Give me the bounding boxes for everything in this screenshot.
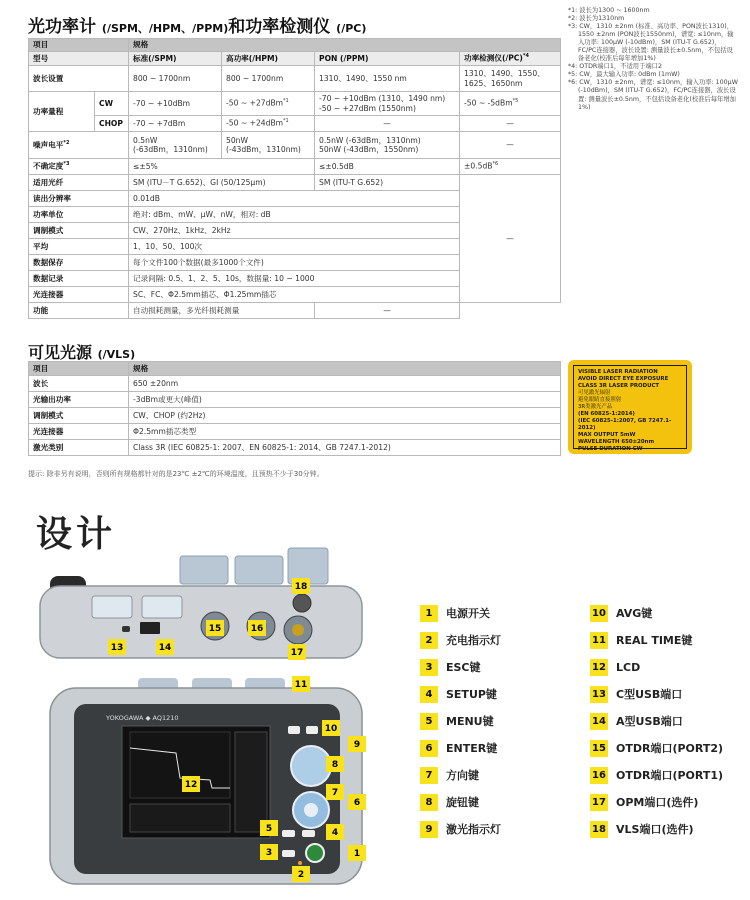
cell-line: 0.5nW (-63dBm，1310nm) — [319, 135, 421, 145]
legend-label: C型USB端口 — [616, 688, 683, 701]
legend-number: 9 — [420, 821, 438, 838]
cell-line: 0.5nW — [133, 135, 158, 145]
table-row — [29, 376, 561, 392]
warning-line-cn: 可见激光辐射 — [578, 390, 611, 397]
cell — [460, 66, 561, 92]
row-label-uncertainty — [29, 159, 129, 175]
legend-item — [420, 604, 490, 622]
cell: CW、270Hz、1kHz、2kHz — [129, 223, 460, 239]
enter-key — [304, 803, 318, 817]
cell: 800 ~ 1700nm — [129, 66, 222, 92]
footnote-ref: *2 — [63, 139, 70, 146]
header-spec: 规格 — [129, 39, 561, 52]
legend-number: 17 — [590, 794, 608, 811]
legend-item — [590, 685, 682, 703]
vls-title-text: 可见光源 — [28, 343, 93, 362]
callout-15 — [206, 620, 224, 636]
legend-label: OPM端口(选件) — [616, 796, 699, 809]
legend-label: ENTER键 — [446, 742, 498, 755]
callout-12 — [182, 776, 200, 792]
cell — [460, 159, 561, 175]
warning-line: (EN 60825-1:2014) — [578, 411, 635, 418]
callout-7 — [326, 784, 344, 800]
cell — [315, 132, 460, 159]
table-row — [29, 116, 561, 132]
table-row — [29, 440, 561, 456]
legend-label: 充电指示灯 — [446, 634, 501, 647]
opm-title-suffix: (/SPM、/HPM、/PPM) — [101, 22, 229, 35]
svg-text:8: 8 — [331, 760, 339, 770]
warning-line: MAX OUTPUT 5mW — [578, 432, 636, 439]
opm-title-suffix2: (/PC) — [336, 22, 367, 35]
cell: — — [315, 116, 460, 132]
cell-line: -50 ~ +27dBm (1550nm) — [319, 103, 416, 113]
row-label-function: 功能 — [29, 303, 129, 319]
legend-item — [590, 631, 692, 649]
device-front-view — [50, 678, 362, 884]
cell — [222, 116, 315, 132]
row-label: 波长 — [29, 376, 129, 392]
cell — [129, 132, 222, 159]
cell: SM (ITU-T G.652) — [315, 175, 460, 191]
row-label-noise — [29, 132, 129, 159]
vls-port — [293, 594, 311, 612]
warning-line: WAVELENGTH 650±20nm — [578, 439, 655, 446]
design-title: 设计 — [36, 514, 117, 555]
legend-number: 4 — [420, 686, 438, 703]
cell-line: (-43dBm，1310nm) — [226, 145, 301, 154]
legend-item — [590, 604, 652, 622]
model-pc-sup: *4 — [522, 53, 529, 60]
cell: 0.01dB — [129, 191, 460, 207]
legend-item — [590, 766, 723, 784]
svg-text:1: 1 — [353, 849, 361, 859]
cell: -70 ~ +7dBm — [129, 116, 222, 132]
svg-text:13: 13 — [110, 643, 124, 653]
row-label-connector: 光连接器 — [29, 287, 129, 303]
table-row — [29, 408, 561, 424]
callout-2 — [292, 866, 310, 882]
svg-text:10: 10 — [324, 724, 338, 734]
callout-6 — [348, 794, 366, 810]
laser-warning-label — [568, 360, 692, 454]
legend-number: 6 — [420, 740, 438, 757]
cell-line: -70 ~ +10dBm (1310、1490 nm) — [319, 94, 446, 104]
footnote-ref: *6 — [492, 161, 499, 168]
cell-text: -50 ~ +27dBm — [226, 99, 284, 109]
callout-8 — [326, 756, 344, 772]
cell: 650 ±20nm — [129, 376, 561, 392]
legend-label: VLS端口(选件) — [616, 823, 694, 836]
opm-spec-table — [28, 38, 561, 319]
row-label-save: 数据保存 — [29, 255, 129, 271]
pc-merged-cell: — — [460, 175, 561, 303]
header-spec: 规格 — [129, 362, 561, 376]
legend-number: 1 — [420, 605, 438, 622]
callout-13 — [108, 639, 126, 655]
usb-a-cover — [142, 596, 182, 618]
legend-item — [420, 631, 501, 649]
cell-line: (-63dBm，1310nm) — [133, 145, 208, 154]
label-text: 不确定度 — [33, 162, 64, 172]
cell: 绝对: dBm、mW、μW、nW，相对: dB — [129, 207, 460, 223]
device-top-body — [40, 586, 362, 658]
opm-section-title — [28, 12, 366, 37]
legend-item — [590, 820, 694, 838]
opm-title-and: 和功率检测仪 — [228, 17, 331, 37]
usb-c-port — [122, 626, 130, 632]
warning-line: PULSE DURATION CW — [578, 446, 643, 453]
footnote: *5: CW，最大输入功率: 0dBm (1mW) — [568, 71, 680, 79]
cell: 每个文件100个数据(最多1000个文件) — [129, 255, 460, 271]
svg-text:3: 3 — [265, 848, 273, 858]
cell — [222, 132, 315, 159]
table-row — [29, 175, 561, 191]
svg-text:16: 16 — [250, 624, 264, 634]
table-row — [29, 159, 561, 175]
warning-line: CLASS 3R LASER PRODUCT — [578, 383, 660, 390]
footnote-ref: *5 — [512, 98, 519, 105]
model-spm: 标准(/SPM) — [129, 52, 222, 66]
svg-text:14: 14 — [158, 643, 172, 653]
svg-text:2: 2 — [297, 870, 305, 880]
model-ppm: PON (/PPM) — [315, 52, 460, 66]
callout-11 — [292, 676, 310, 692]
cell: — — [460, 132, 561, 159]
real-time-key — [288, 726, 300, 734]
table-row — [29, 92, 561, 116]
callout-4 — [326, 824, 344, 840]
legend-number: 10 — [590, 605, 608, 622]
legend-label: MENU键 — [446, 715, 494, 728]
legend-label: SETUP键 — [446, 688, 497, 701]
legend-number: 15 — [590, 740, 608, 757]
footnotes — [568, 7, 738, 112]
legend-number: 16 — [590, 767, 608, 784]
lcd-soft-menu — [235, 732, 267, 832]
cell: — — [460, 116, 561, 132]
cell: 1、10、50、100次 — [129, 239, 460, 255]
legend-number: 12 — [590, 659, 608, 676]
spec-tip-note: 提示: 除非另有说明，否则所有规格都针对的是23℃ ±2℃的环境温度，且预热不少于30分钟。 — [28, 470, 324, 478]
legend-item — [590, 712, 683, 730]
svg-text:7: 7 — [331, 788, 339, 798]
model-label: 型号 — [29, 52, 129, 66]
legend-item — [420, 658, 481, 676]
opm-port-ferrule — [292, 624, 304, 636]
legend-number: 8 — [420, 794, 438, 811]
cell — [315, 92, 460, 116]
cell-text: ±0.5dB — [464, 162, 493, 172]
cell: -70 ~ +10dBm — [129, 92, 222, 116]
footnote-ref: *1 — [283, 118, 289, 125]
legend-item — [420, 712, 494, 730]
device-photo — [30, 548, 380, 893]
warning-line-cn: 避免眼睛直接照射 — [578, 397, 622, 404]
legend-item — [420, 739, 497, 757]
footnote: *3: CW，1310 ±2nm (标准、高功率、PON波长1310)，1550 ±2nm (PON波长1550nm)，谱宽: ≤10nm，输入功率: 100μW (-10dBm)，SM (ITU-T G.652)，FC/PC连接器，波长设置: 测量波长±0.5nm，不包括设备老化(校准后每年增加1%) — [568, 23, 734, 63]
callout-18 — [292, 578, 310, 594]
legend-item — [590, 793, 698, 811]
port-cover — [235, 556, 283, 584]
device-top-view — [40, 548, 362, 658]
legend-label: ESC键 — [446, 661, 481, 674]
legend-item — [420, 685, 497, 703]
cell-line: 1625、1650nm — [464, 78, 523, 88]
legend-number: 7 — [420, 767, 438, 784]
warning-line-cn: 3R类激光产品 — [578, 404, 613, 411]
svg-text:15: 15 — [208, 624, 222, 634]
brand-logo: YOKOGAWA ◆ AQ1210 — [106, 714, 179, 722]
label-text: 噪声电平 — [33, 140, 64, 150]
callout-9 — [348, 736, 366, 752]
footnote: *2: 波长为1310nm — [568, 15, 625, 23]
legend-number: 13 — [590, 686, 608, 703]
opm-title-text: 光功率计 — [28, 17, 96, 37]
rotary-knob — [291, 746, 331, 786]
cell-text: -50 ~ -5dBm — [464, 99, 513, 109]
legend-number: 5 — [420, 713, 438, 730]
legend-label: REAL TIME键 — [616, 634, 693, 647]
footnote: *1: 波长为1300 ~ 1600nm — [568, 7, 650, 14]
mode-cw: CW — [95, 92, 129, 116]
usb-a-port — [140, 622, 160, 634]
warning-line: (IEC 60825-1:2007, GB 7247.1-2012) — [578, 418, 672, 432]
legend-item — [590, 739, 723, 757]
legend-label: 激光指示灯 — [446, 823, 501, 836]
footnote-ref: *3 — [63, 161, 70, 168]
legend-label: 方向键 — [446, 769, 479, 782]
cell — [222, 92, 315, 116]
setup-key — [302, 830, 315, 837]
cell-text: -50 ~ +24dBm — [226, 119, 284, 129]
cell: -3dBm或更大(峰值) — [129, 392, 561, 408]
vls-title-suffix: (/VLS) — [97, 348, 136, 361]
table-row — [29, 424, 561, 440]
warning-line: AVOID DIRECT EYE EXPOSURE — [578, 376, 669, 383]
vls-section-title — [28, 340, 135, 363]
svg-text:11: 11 — [294, 680, 308, 690]
cell — [460, 92, 561, 116]
svg-text:6: 6 — [353, 798, 361, 808]
callout-17 — [288, 644, 306, 660]
table-header-row — [29, 39, 561, 52]
port-cover — [180, 556, 228, 584]
avg-key — [306, 726, 318, 734]
laser-warning-inner — [573, 365, 687, 453]
row-label-fiber: 适用光纤 — [29, 175, 129, 191]
callout-10 — [322, 720, 340, 736]
legend-label: OTDR端口(PORT1) — [616, 769, 724, 782]
menu-key — [282, 830, 295, 837]
legend-number: 11 — [590, 632, 608, 649]
legend-number: 18 — [590, 821, 608, 838]
row-label-range: 功率量程 — [29, 92, 95, 132]
table-row — [29, 132, 561, 159]
legend-number: 14 — [590, 713, 608, 730]
svg-text:4: 4 — [331, 828, 339, 838]
legend-label: LCD — [616, 660, 641, 674]
usb-c-cover — [92, 596, 132, 618]
cell-line: 1310、1490、1550、 — [464, 69, 545, 79]
legend-item — [420, 793, 479, 811]
cell: Φ2.5mm插芯类型 — [129, 424, 561, 440]
footnote-ref: *1 — [283, 98, 289, 105]
row-label: 光输出功率 — [29, 392, 129, 408]
table-header-row — [29, 362, 561, 376]
header-item: 项目 — [29, 362, 129, 376]
legend-label: A型USB端口 — [616, 715, 683, 728]
cell: 自动损耗测量，多光纤损耗测量 — [129, 303, 315, 319]
model-pc — [460, 52, 561, 66]
legend-item — [420, 766, 479, 784]
model-hpm: 高功率(/HPM) — [222, 52, 315, 66]
cell: 记录间隔: 0.5、1、2、5、10s，数据量: 10 ~ 1000 — [129, 271, 460, 287]
cell: CW、CHOP (约2Hz) — [129, 408, 561, 424]
row-label-unit: 功率单位 — [29, 207, 129, 223]
table-row — [29, 66, 561, 92]
svg-text:9: 9 — [353, 740, 361, 750]
vls-spec-table — [28, 361, 561, 456]
cell: 1310、1490、1550 nm — [315, 66, 460, 92]
legend-label: 电源开关 — [446, 607, 490, 620]
table-row — [29, 303, 561, 319]
cell: Class 3R (IEC 60825-1: 2007、EN 60825-1: 2014、GB 7247.1-2012) — [129, 440, 561, 456]
cell-line: 50nW (-43dBm，1550nm) — [319, 145, 419, 154]
esc-key — [282, 850, 295, 857]
svg-text:17: 17 — [290, 648, 304, 658]
legend-number: 2 — [420, 632, 438, 649]
model-row — [29, 52, 561, 66]
callout-16 — [248, 620, 266, 636]
row-label: 调制模式 — [29, 408, 129, 424]
cell: SC、FC、Φ2.5mm插芯、Φ1.25mm插芯 — [129, 287, 460, 303]
cell: ≤±0.5dB — [315, 159, 460, 175]
cell-line: 50nW — [226, 135, 248, 145]
model-pc-text: 功率检测仪(/PC) — [464, 54, 523, 64]
row-label-log: 数据记录 — [29, 271, 129, 287]
footnote: *6: CW，1310 ±2nm，谱宽: ≤10nm，输入功率: 100μW (-10dBm)，SM (ITU-T G.652)，FC/PC连接器，波长设置: 测量波长±0.5nm，不包括设备老化(校准后每年增加1%) — [568, 79, 738, 111]
row-label-average: 平均 — [29, 239, 129, 255]
footnote: *4: OTDR端口1，不适用于端口2 — [568, 63, 662, 71]
legend-item — [420, 820, 501, 838]
cell: SM (ITU－T G.652)、GI (50/125μm) — [129, 175, 315, 191]
cell: 800 ~ 1700nm — [222, 66, 315, 92]
svg-text:18: 18 — [294, 582, 308, 592]
cell: — — [315, 303, 460, 319]
legend-label: 旋钮键 — [446, 796, 479, 809]
svg-text:12: 12 — [184, 780, 198, 790]
callout-1 — [348, 845, 366, 861]
row-label: 激光类别 — [29, 440, 129, 456]
table-row — [29, 392, 561, 408]
power-switch — [306, 844, 324, 862]
row-label-resolution: 读出分辨率 — [29, 191, 129, 207]
legend-number: 3 — [420, 659, 438, 676]
legend-label: OTDR端口(PORT2) — [616, 742, 724, 755]
legend-label: AVG键 — [616, 607, 653, 620]
charge-lamp — [298, 861, 302, 865]
lcd-event-table — [130, 804, 230, 832]
row-label: 光连接器 — [29, 424, 129, 440]
svg-text:5: 5 — [265, 824, 273, 834]
cell: ≤±5% — [129, 159, 315, 175]
row-label-wavelength: 波长设置 — [29, 66, 129, 92]
legend-item — [590, 658, 640, 676]
mode-chop: CHOP — [95, 116, 129, 132]
callout-5 — [260, 820, 278, 836]
row-label-modulation: 调制模式 — [29, 223, 129, 239]
warning-line: VISIBLE LASER RADIATION — [578, 369, 658, 375]
header-item: 项目 — [29, 39, 129, 52]
callout-14 — [156, 639, 174, 655]
callout-3 — [260, 844, 278, 860]
